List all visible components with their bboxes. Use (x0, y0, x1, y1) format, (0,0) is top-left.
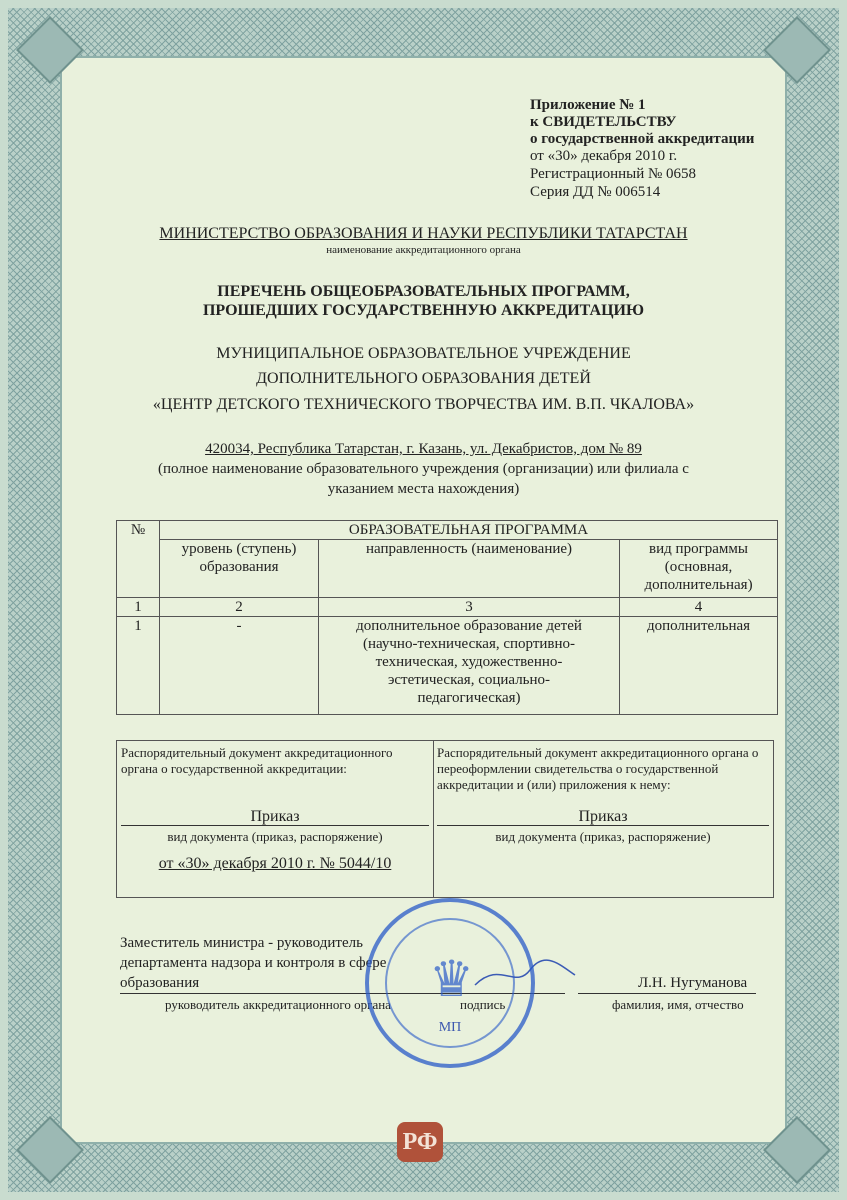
title-line2: ПРОШЕДШИХ ГОСУДАРСТВЕННУЮ АККРЕДИТАЦИЮ (202, 302, 645, 319)
group-header: ОБРАЗОВАТЕЛЬНАЯ ПРОГРАММА (160, 521, 778, 540)
reissue-order (433, 741, 773, 897)
seal-mp-label: МП (438, 1020, 462, 1035)
name-line (578, 993, 756, 994)
signer-position-line3: образования (120, 975, 200, 991)
institution-address: 420034, Республика Татарстан, г. Казань, ул. Декабристов, дом № 89 (205, 441, 642, 457)
address-caption1: (полное наименование образовательного учреждения (организации) или филиала с (158, 461, 689, 477)
left-order-kind: Приказ (121, 809, 429, 826)
institution-line2: ДОПОЛНИТЕЛЬНОГО ОБРАЗОВАНИЯ ДЕТЕЙ (256, 370, 591, 387)
institution-line1: МУНИЦИПАЛЬНОЕ ОБРАЗОВАТЕЛЬНОЕ УЧРЕЖДЕНИЕ (216, 345, 631, 362)
numbering-cell: 4 (620, 598, 778, 617)
official-seal (365, 898, 535, 1068)
signer-position-line2: департамента надзора и контроля в сфере (120, 955, 387, 971)
right-order-title: Распорядительный документ аккредитационного органа о переоформлении свидетельства о государственной аккредитации и (или) приложения к нему: (437, 745, 759, 792)
name-caption: фамилия, имя, отчество (612, 997, 744, 1012)
series-number: Серия ДД № 006514 (530, 184, 661, 200)
appendix-number: Приложение № 1 (530, 97, 646, 113)
numbering-cell: 1 (117, 598, 160, 617)
col-type-header: вид программы (основная, дополнительная) (620, 540, 778, 598)
numbering-cell: 2 (160, 598, 319, 617)
appendix-to: к СВИДЕТЕЛЬСТВУ (530, 114, 677, 130)
registration-number: Регистрационный № 0658 (530, 166, 697, 182)
table-row (117, 617, 778, 715)
institution-line3: «ЦЕНТР ДЕТСКОГО ТЕХНИЧЕСКОГО ТВОРЧЕСТВА ИМ. В.П. ЧКАЛОВА» (152, 396, 695, 413)
signature-caption: подпись (460, 997, 506, 1012)
col-no-header: № (117, 521, 160, 598)
coat-of-arms-icon: ♛ (429, 951, 474, 1007)
appendix-date: от «30» декабря 2010 г. (530, 148, 678, 164)
appendix-subject: о государственной аккредитации (530, 131, 755, 147)
address-caption2: указанием места нахождения) (327, 481, 520, 497)
ministry-caption: наименование аккредитационного органа (326, 244, 521, 256)
rf-logo: РФ (397, 1122, 443, 1162)
left-order-date: от «30» декабря 2010 г. № 5044/10 (158, 855, 392, 872)
accreditation-order (117, 741, 434, 897)
row-level: - (160, 617, 319, 715)
left-order-caption: вид документа (приказ, распоряжение) (167, 829, 383, 844)
left-order-title: Распорядительный документ аккредитационного органа о государственной аккредитации: (121, 745, 393, 776)
programs-table (116, 520, 778, 715)
row-type: дополнительная (620, 617, 778, 715)
row-no: 1 (117, 617, 160, 715)
right-order-caption: вид документа (приказ, распоряжение) (495, 829, 711, 844)
col-level-header: уровень (ступень) образования (160, 540, 319, 598)
numbering-cell: 3 (319, 598, 620, 617)
title-line1: ПЕРЕЧЕНЬ ОБЩЕОБРАЗОВАТЕЛЬНЫХ ПРОГРАММ, (217, 283, 630, 300)
orders-box (116, 740, 774, 898)
position-caption: руководитель аккредитационного органа (165, 997, 391, 1012)
signer-position-line1: Заместитель министра - руководитель (120, 935, 363, 951)
signer-name: Л.Н. Нугуманова (638, 975, 748, 991)
ministry-name: МИНИСТЕРСТВО ОБРАЗОВАНИЯ И НАУКИ РЕСПУБЛИКИ ТАТАРСТАН (159, 225, 688, 242)
row-direction: дополнительное образование детей (научно-техническая, спортивно-техническая, художественно-эстетическая, социально-педагогическая) (319, 617, 620, 715)
right-order-kind: Приказ (437, 809, 769, 826)
col-direction-header: направленность (наименование) (319, 540, 620, 598)
